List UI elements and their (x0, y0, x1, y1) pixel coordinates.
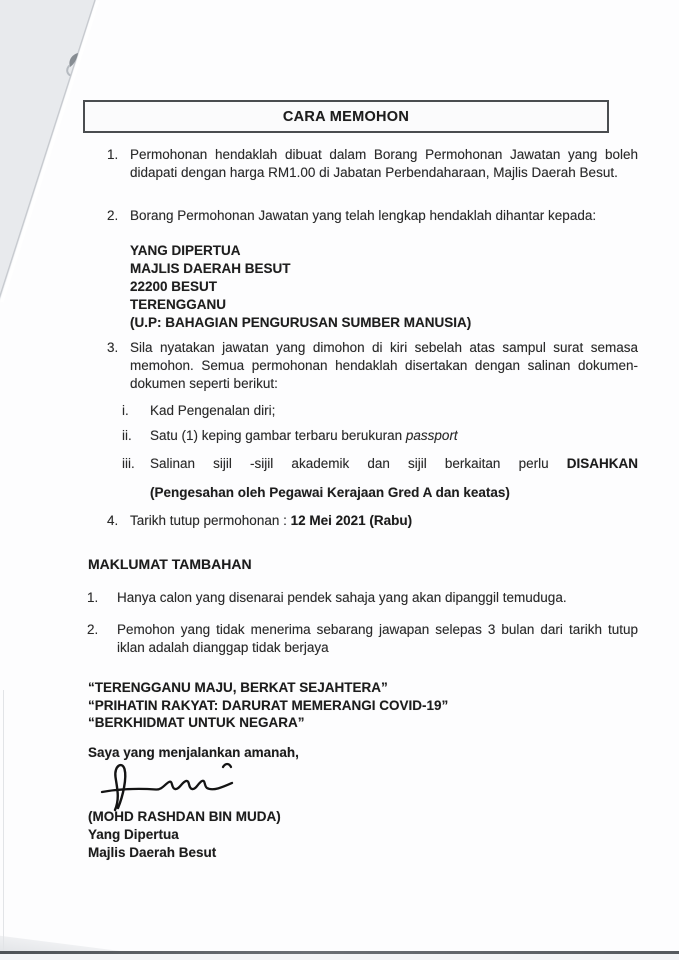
sub-item-iii-text (150, 455, 638, 473)
signatory-org: Majlis Daerah Besut (88, 845, 217, 860)
sub-item-iii (122, 455, 638, 473)
sub-item-ii (122, 427, 638, 445)
signature (96, 758, 246, 812)
document-title-box (83, 100, 609, 133)
surface-below-page (0, 954, 679, 960)
list-item-2-text: Borang Permohonan Jawatan yang telah lengkap hendaklah dihantar kepada: (130, 208, 597, 223)
page-curl-mark (64, 50, 86, 76)
slogan-line-1: “TERENGGANU MAJU, BERKAT SEJAHTERA” (88, 680, 388, 695)
document-title: CARA MEMOHON (282, 108, 410, 125)
sub-item-i-number: i. (122, 403, 129, 418)
slogan-block (88, 679, 448, 732)
left-page-edge (3, 690, 4, 952)
bottom-left-shadow (0, 934, 120, 951)
address-line-3: 22200 BESUT (130, 279, 218, 294)
sub-item-i (122, 402, 638, 420)
list-item-1-text: Permohonan hendaklah dibuat dalam Borang Permohonan Jawatan yang boleh didapati dengan harga RM1.00 di Jabatan Perbendaharaan, Majlis Daerah Besut. (130, 147, 638, 180)
signatory-name: (MOHD RASHDAN BIN MUDA) (88, 809, 281, 824)
address-line-5: (U.P: BAHAGIAN PENGURUSAN SUMBER MANUSIA) (130, 315, 472, 330)
maklumat-item-1 (87, 589, 638, 607)
address-line-1: YANG DIPERTUA (130, 243, 241, 258)
maklumat-item-2-text: Pemohon yang tidak menerima sebarang jawapan selepas 3 bulan dari tarikh tutup iklan adalah dianggap tidak berjaya (117, 622, 638, 655)
sub-item-ii-text (150, 427, 638, 445)
list-item-2-number: 2. (107, 208, 119, 223)
address-line-2: MAJLIS DAERAH BESUT (130, 261, 291, 276)
sub-item-ii-italic-run: passport (405, 428, 458, 443)
list-item-4-number: 4. (107, 513, 119, 528)
list-item-2 (107, 207, 638, 225)
slogan-line-3: “BERKHIDMAT UNTUK NEGARA” (88, 715, 305, 730)
section-heading-maklumat: MAKLUMAT TAMBAHAN (88, 556, 252, 572)
sub-item-iii-bold-run: DISAHKAN (566, 456, 638, 471)
page-corner-fold (0, 0, 120, 310)
maklumat-item-1-text: Hanya calon yang disenarai pendek sahaja yang akan dipanggil temuduga. (117, 590, 567, 605)
signatory-block (88, 808, 281, 862)
signatory-title: Yang Dipertua (88, 827, 179, 842)
sub-item-ii-text-run: Satu (1) keping gambar terbaru berukuran (150, 428, 406, 443)
address-line-4: TERENGGANU (130, 297, 227, 312)
mailing-address (130, 242, 471, 332)
list-item-4 (107, 512, 638, 530)
list-item-3 (107, 339, 638, 393)
list-item-3-number: 3. (107, 340, 119, 355)
list-item-4-text (130, 512, 638, 530)
maklumat-item-2-number: 2. (87, 622, 99, 637)
closing-date-value: 12 Mei 2021 (Rabu) (290, 513, 413, 528)
sub-item-i-text: Kad Pengenalan diri; (150, 403, 276, 418)
maklumat-item-1-number: 1. (87, 590, 99, 605)
maklumat-item-2 (87, 621, 638, 657)
sub-item-iii-number: iii. (122, 456, 135, 471)
sub-item-iii-text-run: Salinan sijil -sijil akademik dan sijil berkaitan perlu (150, 456, 567, 471)
sub-item-ii-number: ii. (122, 428, 132, 443)
closing-phrase: Saya yang menjalankan amanah, (88, 745, 299, 760)
list-item-1-number: 1. (107, 147, 119, 162)
slogan-line-2: “PRIHATIN RAKYAT: DARURAT MEMERANGI COVID-19” (88, 697, 449, 713)
list-item-3-text: Sila nyatakan jawatan yang dimohon di kiri sebelah atas sampul surat semasa memohon. Semua permohonan hendaklah disertakan dengan salinan dokumen-dokumen seperti berikut: (130, 340, 638, 391)
list-item-1 (107, 146, 638, 182)
sub-item-iii-note: (Pengesahan oleh Pegawai Kerajaan Gred A dan keatas) (150, 485, 510, 500)
closing-date-label: Tarikh tutup permohonan : (130, 513, 291, 528)
